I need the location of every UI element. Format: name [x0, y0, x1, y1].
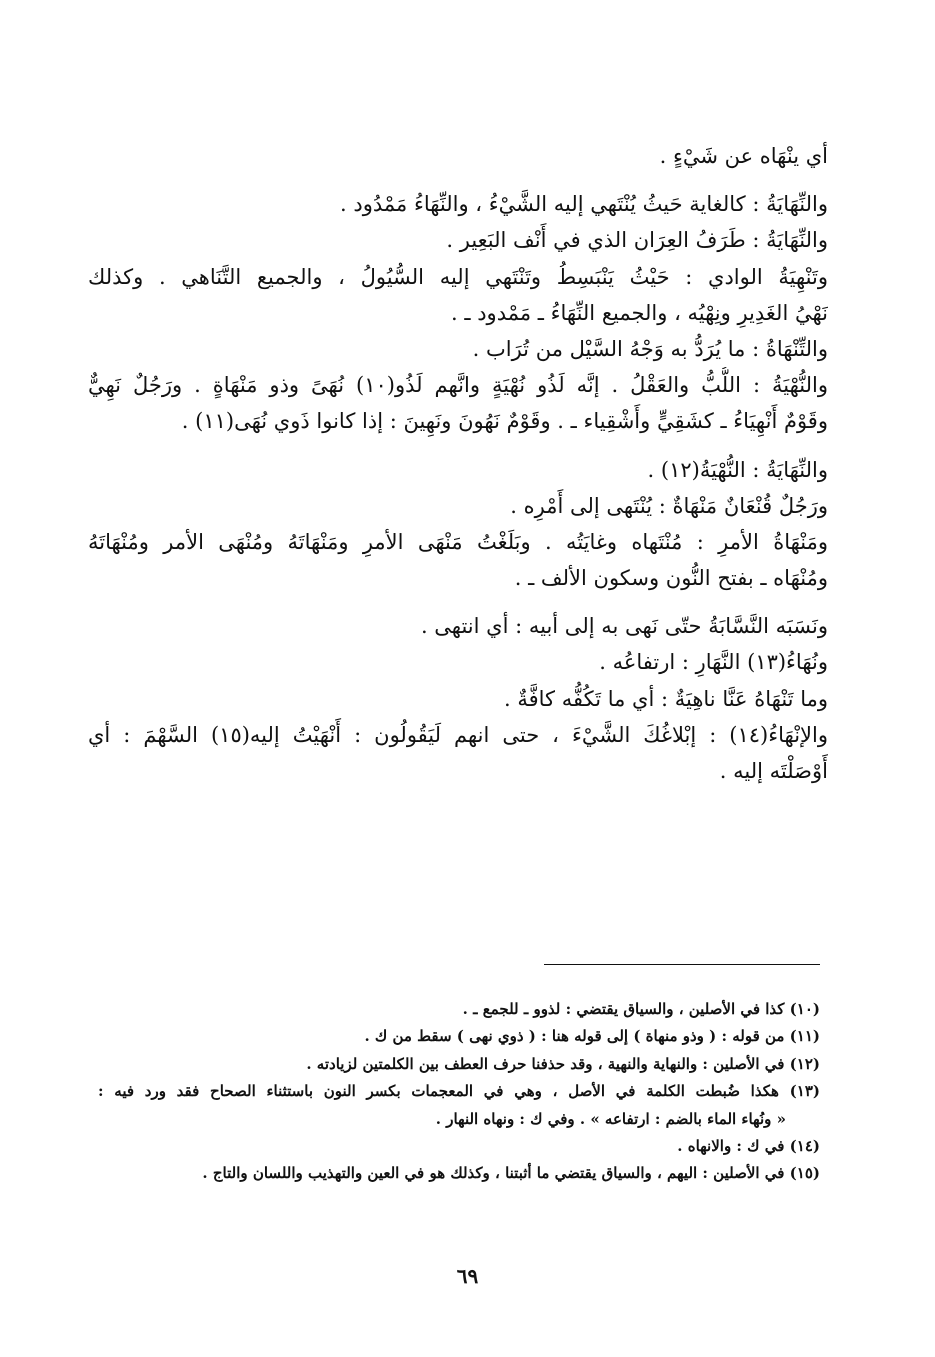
text-line: وقَوْمٌ أَنْهِيَاءُ ـ كشَقِيٍّ وأَشْقِياء ـ . وقَوْمٌ نَهُونَ ونَهِينَ : إذا كانوا ذَوي نُهَى(١١) . [181, 409, 828, 434]
text-line: والتِّنْهَاةُ : ما يُرَدُّ به وَجْهُ السَّيْل من تُرَاب . [472, 336, 828, 361]
text-line: ونَسَبَه النَّسَّابَةُ حتّى نَهى به إلى أبيه : أي انتهى . [420, 614, 828, 639]
footnote: (١٠) كذا في الأصلين ، والسياق يقتضي : لذوو ـ للجمع ـ . [462, 1000, 820, 1018]
text-line: والنِّهَايَةُ : كالغاية حَيثُ يُنْتَهي إليه الشَّيْءُ ، والنِّهَاءُ مَمْدُود . [340, 192, 828, 217]
text-line: ونُهَاءُ(١٣) النَّهَارِ : ارتفاعُه . [599, 650, 828, 675]
text-line: ورَجُلٌ قُنْعَانٌ مَنْهَاةٌ : يُنْتَهى إلى أَمْرِه . [510, 493, 828, 518]
text-line: والنِّهَايَةُ : النُّهْيَةُ(١٢) . [647, 457, 828, 482]
page-number: ٦٩ [456, 1264, 479, 1288]
main-text [88, 138, 828, 789]
text-line: والنِّهَايَةُ : طَرَفُ العِرَان الذي في أَنْف البَعِير . [446, 228, 828, 253]
text-line: ومُنْهَاه ـ بفتح النُّون وسكون الألف ـ . [514, 566, 828, 591]
text-line: وتَنْهِيَةُ الوادي : حَيْثُ يَنْبَسِطُ وتَنْتَهي إليه السُّيُولُ ، والجميع التَّنَاهي . وكذلك [88, 264, 828, 289]
footnote: (١٢) في الأصلين : والنهاية والنهية ، وقد حذفنا حرف العطف بين الكلمتين لزيادته . [306, 1054, 820, 1073]
text-line: أَوْصَلْتَه إليه . [719, 759, 828, 783]
footnote: (١٣) هكذا ضُبطت الكلمة في الأصل ، وهي في المعجمات بكسر النون باستثناء الصحاح فقد ورد فيه : [98, 1082, 820, 1101]
text-line: أي ينْهَاه عن شَيْءٍ . [659, 144, 828, 168]
text-line: والإنْهَاءُ(١٤) : إبْلاغُكَ الشَّيْءَ ، حتى انهم لَيَقُولُون : أَنْهَيْتُ إليه(١٥) السَّهْمَ : أي [88, 722, 828, 747]
text-line: نَهْيُ الغَدِيرِ ونِهْيُه ، والجميع النِّهَاءُ ـ مَمْدود ـ . [451, 300, 828, 325]
footnotes [98, 996, 820, 1188]
text-line: ومَنْهَاةُ الأمرِ : مُنْتَهاه وغايَتُه . وبَلَغْتُ مَنْهَى الأمرِ ومَنْهَاتَهُ ومُنْهَى الأمر ومُنْهَاتَهُ [88, 529, 828, 554]
text-line: وما تَنْهَاهُ عَنَّا ناهِيَةٌ : أي ما تَكُفُّه كافَّةٌ . [504, 686, 828, 711]
footnote: (١٥) في الأصلين : اليهم ، والسياق يقتضي ما أثبتنا ، وكذلك هو في العين والتهذيب واللسان والتاج . [202, 1164, 820, 1183]
footnote: (١٤) في ك : والانهاه . [677, 1136, 820, 1155]
text-line: والنُّهْيَةُ : اللُّبُّ والعَقْلُ . إنَّه لَذُو نُهْيَةٍ وانَّهم لَذُو(١٠) نُهَىً وذو مَنْهَاةٍ . ورَجُلٌ نَهِيٌّ [88, 373, 828, 398]
footnote-divider [544, 964, 820, 965]
footnote: (١١) من قوله : ( وذو منهاة ) إلى قوله هنا : ( ذوي نهى ) سقط من ك . [364, 1027, 820, 1046]
footnote-continuation: « ونُهاء الماء بالضم : ارتفاعه » . وفي ك : ونهاه النهار . [435, 1109, 786, 1128]
